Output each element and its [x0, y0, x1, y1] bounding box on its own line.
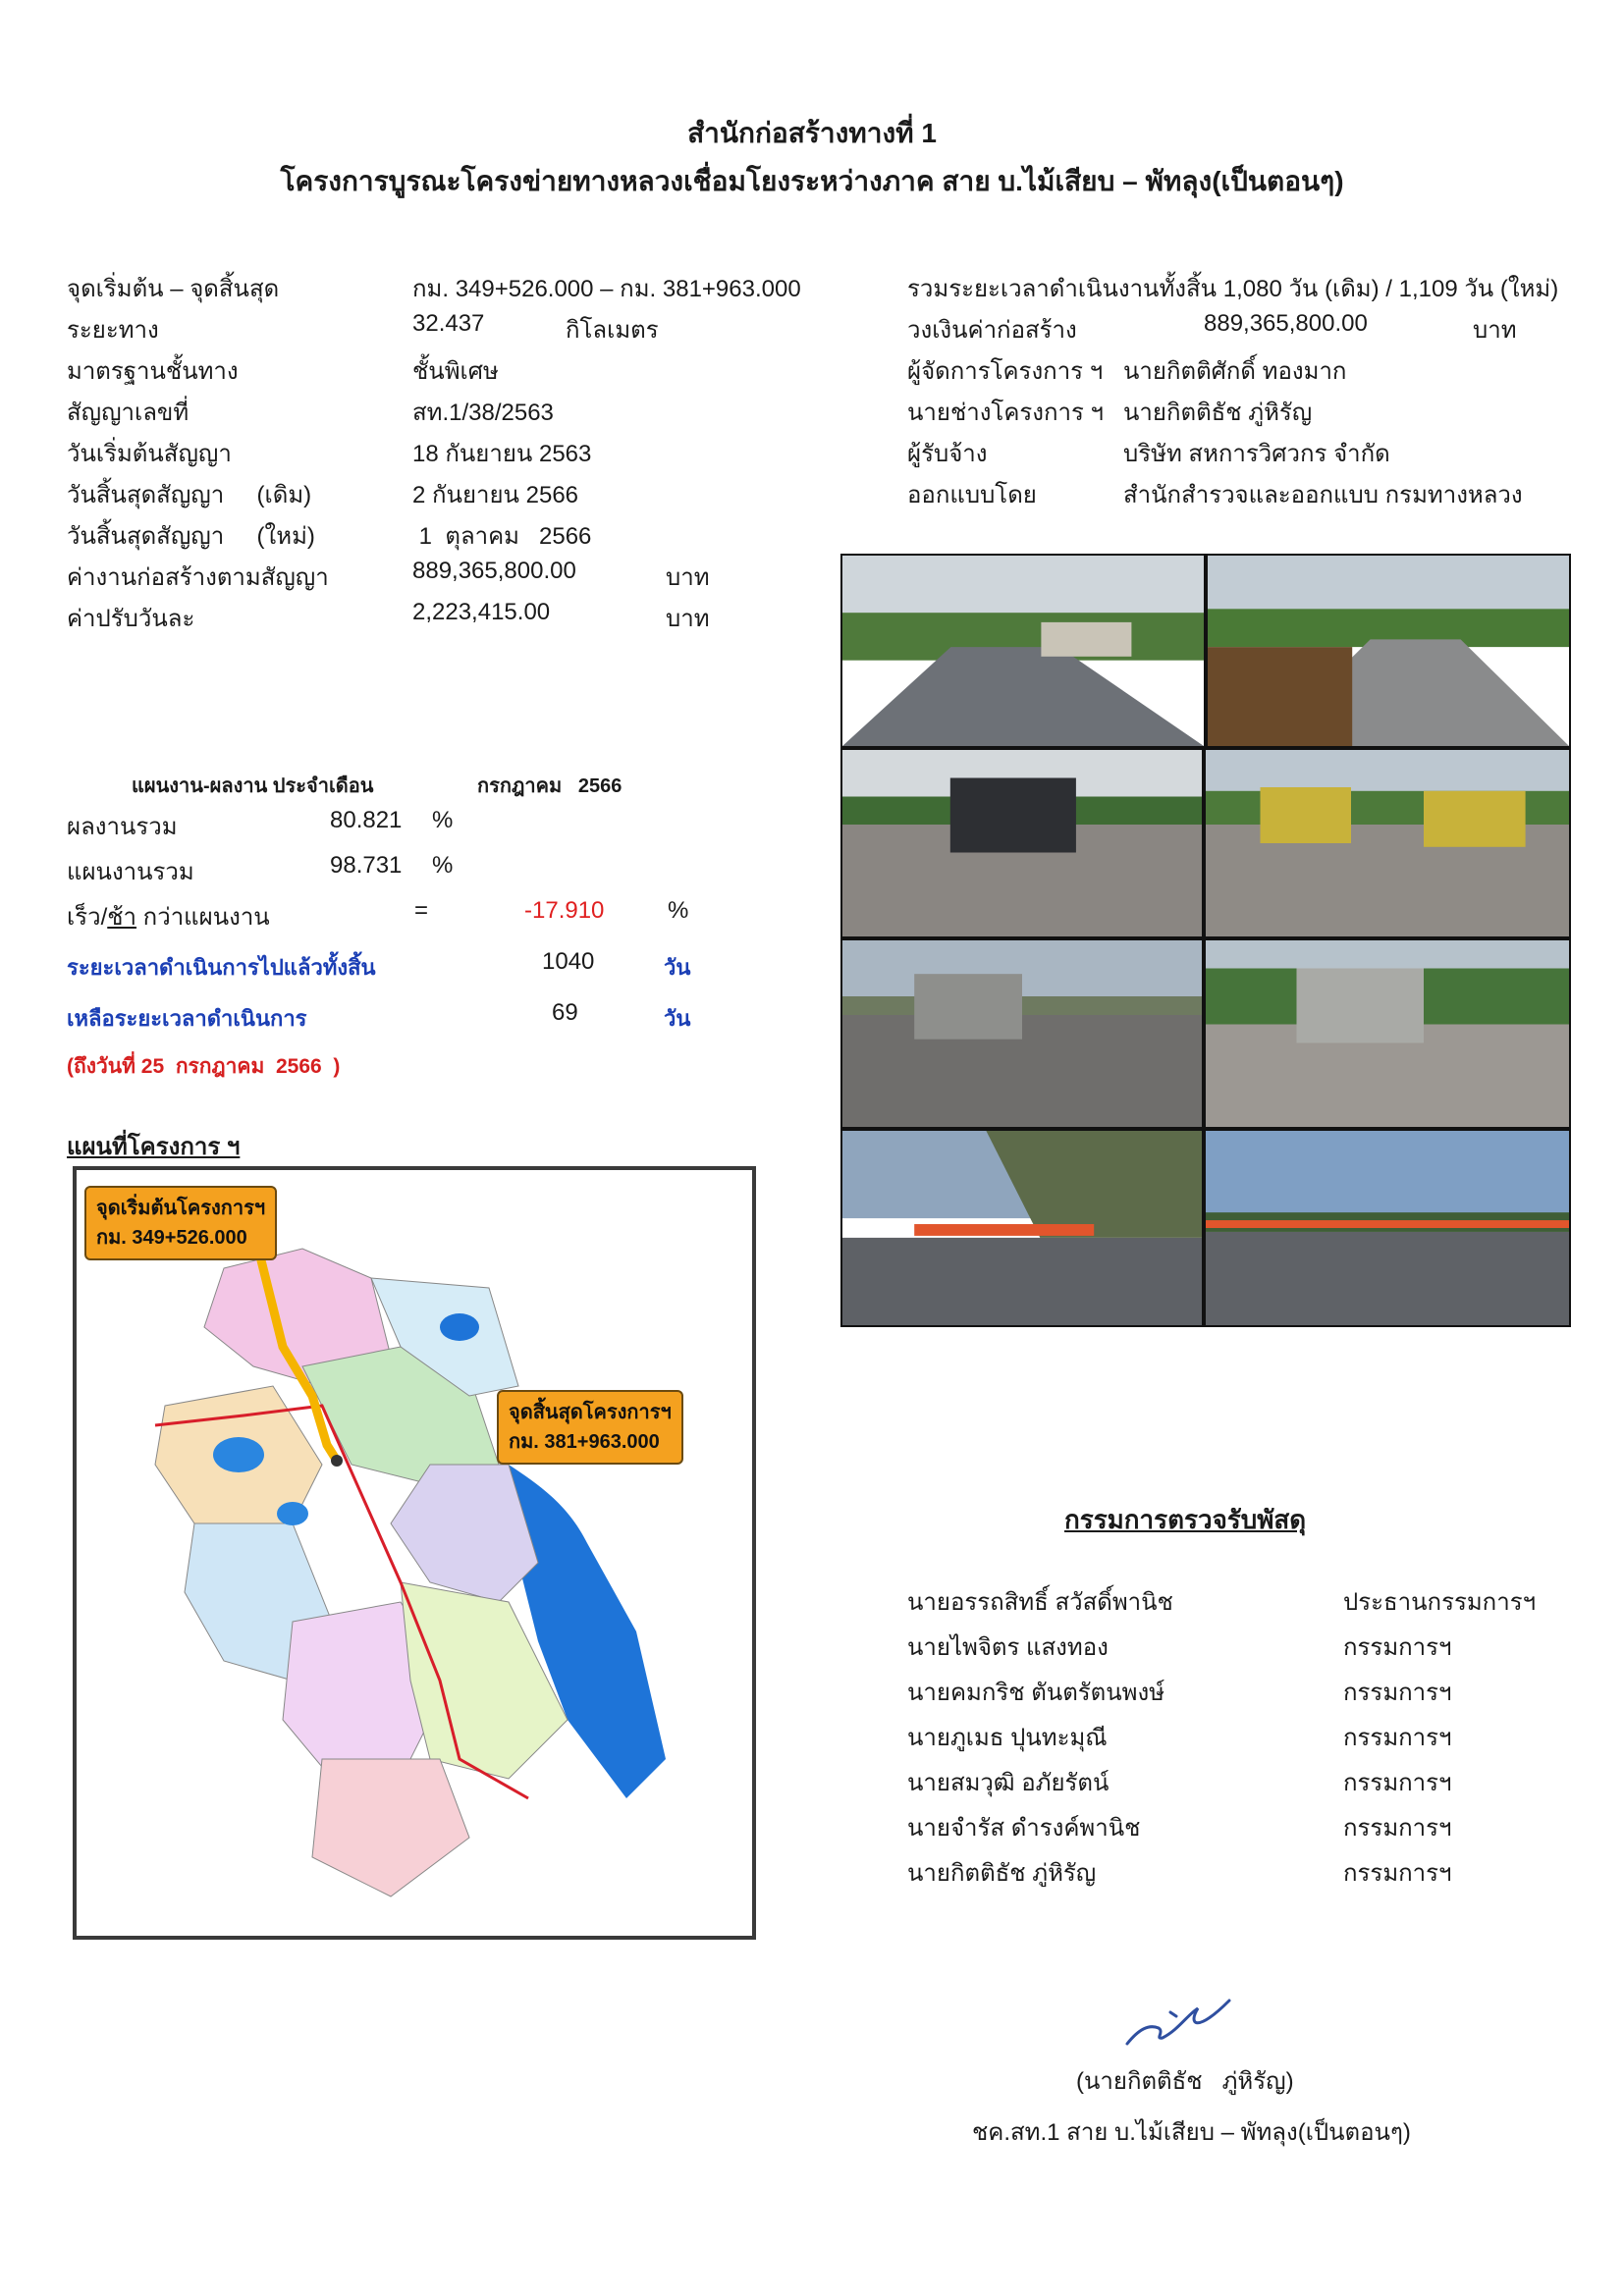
plan-value: 98.731	[330, 852, 403, 879]
start-callout-km: กม. 349+526.000	[96, 1227, 247, 1249]
info-label: ผู้จัดการโครงการ ฯ	[907, 358, 1104, 385]
committee-member-role: ประธานกรรมการฯ	[1343, 1589, 1537, 1616]
info-unit: บาท	[666, 606, 710, 632]
committee-member-name: นายจำรัส ดำรงค์พานิช	[907, 1815, 1141, 1842]
site-photo-6	[1204, 938, 1571, 1129]
site-photo-2	[1206, 554, 1571, 748]
diff-label-rest: กว่าแผนงาน	[136, 904, 270, 931]
actual-label: ผลงานรวม	[67, 814, 178, 840]
info-label: สัญญาเลขที่	[67, 400, 189, 426]
info-value: ชั้นพิเศษ	[412, 358, 499, 385]
end-callout	[497, 1390, 683, 1465]
info-label: วงเงินค่าก่อสร้าง	[907, 317, 1077, 344]
info-value: 889,365,800.00	[1204, 310, 1368, 337]
elapsed-label: ระยะเวลาดำเนินการไปแล้วทั้งสิ้น	[67, 955, 376, 980]
info-label: มาตรฐานชั้นทาง	[67, 358, 239, 385]
info-value: นายกิตติศักดิ์ ทองมาก	[1123, 358, 1347, 385]
info-label: วันสิ้นสุดสัญญา (ใหม่)	[67, 523, 315, 550]
signature-mark	[1119, 1995, 1237, 2054]
info-value: บริษัท สหการวิศวกร จำกัด	[1123, 441, 1390, 467]
committee-member-role: กรรมการฯ	[1343, 1770, 1452, 1796]
info-unit: กิโลเมตร	[566, 317, 659, 344]
site-photo-5	[840, 938, 1204, 1129]
province-map-graphic	[77, 1170, 752, 1936]
info-label: ออกแบบโดย	[907, 482, 1037, 508]
info-label: นายช่างโครงการ ฯ	[907, 400, 1105, 426]
reservoir	[213, 1437, 264, 1472]
remain-value: 69	[552, 999, 578, 1026]
remain-label: เหลือระยะเวลาดำเนินการ	[67, 1006, 307, 1031]
actual-value: 80.821	[330, 807, 403, 833]
signature-name: (นายกิตติธัช ภู่หิรัญ)	[1076, 2068, 1294, 2095]
site-photo-4	[1204, 748, 1571, 938]
end-callout-km: กม. 381+963.000	[509, 1431, 660, 1453]
project-map	[73, 1166, 756, 1940]
info-value: 32.437	[412, 310, 485, 337]
progress-heading: แผนงาน-ผลงาน ประจำเดือน	[132, 775, 374, 797]
committee-member-name: นายอรรถสิทธิ์ สวัสดิ์พานิช	[907, 1589, 1173, 1616]
info-label: ค่าปรับวันละ	[67, 606, 195, 632]
progress-month: กรกฎาคม 2566	[477, 775, 623, 797]
elapsed-value: 1040	[542, 948, 595, 975]
project-title: โครงการบูรณะโครงข่ายทางหลวงเชื่อมโยงระหว่างภาค สาย บ.ไม้เสียบ – พัทลุง(เป็นตอนๆ)	[280, 166, 1344, 196]
diff-value: -17.910	[524, 897, 605, 924]
info-value: กม. 349+526.000 – กม. 381+963.000	[412, 276, 801, 302]
site-photo-1	[840, 554, 1206, 748]
actual-percent: %	[432, 807, 454, 833]
signature-position: ชค.สท.1 สาย บ.ไม้เสียบ – พัทลุง(เป็นตอนๆ)	[972, 2119, 1411, 2146]
committee-member-role: กรรมการฯ	[1343, 1860, 1452, 1887]
remain-unit: วัน	[664, 1006, 691, 1031]
site-photo-8	[1204, 1129, 1571, 1327]
info-label: วันเริ่มต้นสัญญา	[67, 441, 232, 467]
diff-percent: %	[668, 897, 689, 924]
plan-label: แผนงานรวม	[67, 859, 194, 885]
start-callout-title: จุดเริ่มต้นโครงการฯ	[96, 1198, 266, 1219]
map-heading: แผนที่โครงการ ฯ	[67, 1134, 241, 1160]
info-label: ผู้รับจ้าง	[907, 441, 988, 467]
committee-member-role: กรรมการฯ	[1343, 1634, 1452, 1661]
info-unit: บาท	[1473, 317, 1517, 344]
committee-member-name: นายไพจิตร แสงทอง	[907, 1634, 1109, 1661]
lake-small	[440, 1313, 479, 1341]
plan-percent: %	[432, 852, 454, 879]
diff-label-slow: ช้า	[107, 904, 137, 931]
reservoir-2	[277, 1502, 308, 1525]
end-callout-title: จุดสิ้นสุดโครงการฯ	[509, 1402, 672, 1423]
info-value: สท.1/38/2563	[412, 400, 554, 426]
committee-member-role: กรรมการฯ	[1343, 1680, 1452, 1706]
committee-member-role: กรรมการฯ	[1343, 1815, 1452, 1842]
info-label: ระยะทาง	[67, 317, 159, 344]
info-value: 2,223,415.00	[412, 599, 551, 625]
info-label: จุดเริ่มต้น – จุดสิ้นสุด	[67, 276, 280, 302]
info-value: นายกิตติธัช ภู่หิรัญ	[1123, 400, 1313, 426]
as-of-date: (ถึงวันที่ 25 กรกฎาคม 2566 )	[67, 1055, 341, 1078]
region-far-south	[312, 1759, 469, 1896]
office-title: สำนักก่อสร้างทางที่ 1	[687, 118, 937, 148]
start-callout	[84, 1186, 277, 1260]
committee-heading: กรรมการตรวจรับพัสดุ	[1064, 1505, 1307, 1534]
info-value: 889,365,800.00	[412, 558, 576, 584]
end-point-marker	[331, 1455, 343, 1467]
info-value: 1 ตุลาคม 2566	[412, 523, 592, 550]
info-value: สำนักสำรวจและออกแบบ กรมทางหลวง	[1123, 482, 1523, 508]
committee-member-role: กรรมการฯ	[1343, 1725, 1452, 1751]
diff-equals: =	[414, 897, 429, 924]
site-photo-3	[840, 748, 1204, 938]
info-label: ค่างานก่อสร้างตามสัญญา	[67, 564, 329, 591]
info-unit: บาท	[666, 564, 710, 591]
info-label: รวมระยะเวลาดำเนินงานทั้งสิ้น 1,080 วัน (เดิม) / 1,109 วัน (ใหม่)	[907, 276, 1559, 302]
committee-member-name: นายกิตติธัช ภู่หิรัญ	[907, 1860, 1097, 1887]
info-value: 2 กันยายน 2566	[412, 482, 579, 508]
info-value: 18 กันยายน 2563	[412, 441, 592, 467]
diff-label-fast: เร็ว/	[67, 904, 108, 931]
committee-member-name: นายคมกริช ตันตรัตนพงษ์	[907, 1680, 1165, 1706]
diff-label	[67, 897, 270, 935]
committee-member-name: นายสมวุฒิ อภัยรัตน์	[907, 1770, 1110, 1796]
site-photo-7	[840, 1129, 1204, 1327]
committee-member-name: นายภูเมธ ปุนทะมุณี	[907, 1725, 1108, 1751]
info-label: วันสิ้นสุดสัญญา (เดิม)	[67, 482, 312, 508]
elapsed-unit: วัน	[664, 955, 691, 980]
